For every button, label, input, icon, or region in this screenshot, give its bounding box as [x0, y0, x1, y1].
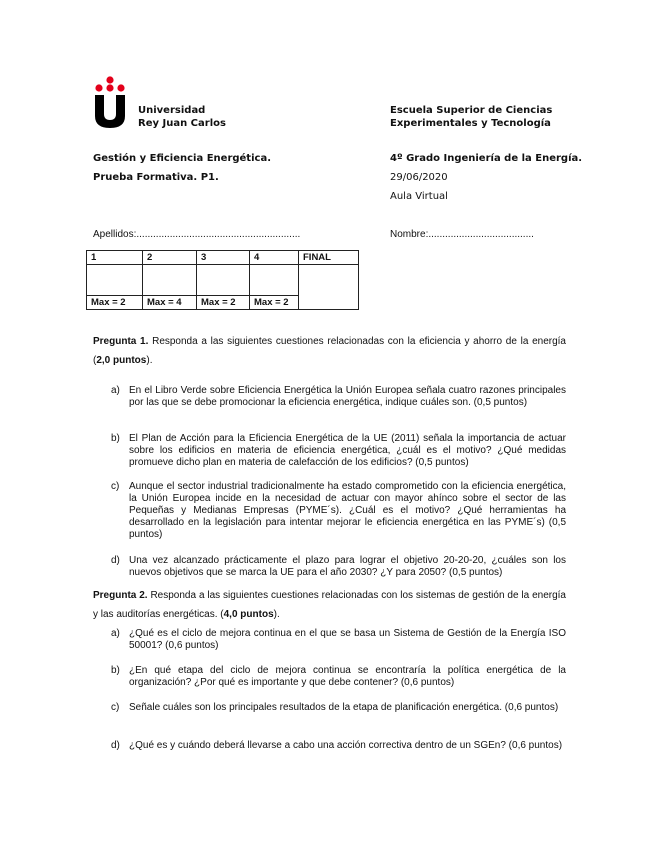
logo-dot-right	[117, 84, 124, 91]
exam-location: Aula Virtual	[390, 191, 448, 202]
grade-header-2: 2	[143, 251, 197, 265]
grade-cell-3	[197, 265, 250, 296]
name-field: Nombre:......................................	[390, 229, 534, 240]
grade-max-3: Max = 2	[197, 296, 250, 310]
question-1-label: Pregunta 1.	[93, 336, 149, 347]
grade-header-final: FINAL	[299, 251, 359, 265]
question-1-item-b: b) El Plan de Acción para la Eficiencia Energética de la UE (2011) señala la importancia de actuar sobre los edificios en materia de eficiencia energética, ¿cuál es el motivo? ¿Qué medidas promueve dicho plan en materia de calefacción de los edificios? (0,5 puntos)	[111, 433, 566, 468]
question-2-item-a: a) ¿Qué es el ciclo de mejora continua en el que se basa un Sistema de Gestión de la Energía ISO 50001? (0,6 puntos)	[111, 628, 566, 651]
grade-max-4: Max = 2	[250, 296, 299, 310]
subject-title: Gestión y Eficiencia Energética.	[93, 153, 271, 164]
question-2-intro: Pregunta 2. Responda a las siguientes cuestiones relacionadas con los sistemas de gestión de la energía y las auditorías energéticas. (4,0 puntos).	[93, 590, 566, 620]
surname-field: Apellidos:...........................................................	[93, 229, 301, 240]
grade-max-1: Max = 2	[87, 296, 143, 310]
grade-cell-2	[143, 265, 197, 296]
question-2-label: Pregunta 2.	[93, 590, 148, 601]
grades-table	[86, 250, 359, 310]
logo-dot-left	[95, 84, 102, 91]
grade-header-3: 3	[197, 251, 250, 265]
grade-max-2: Max = 4	[143, 296, 197, 310]
grade-header-1: 1	[87, 251, 143, 265]
logo-dot-mid	[106, 84, 113, 91]
question-1-item-a: a) En el Libro Verde sobre Eficiencia Energética la Unión Europea señala cuatro razones principales por las que se debe promocionar la eficiencia energética, indique cuáles son. (0,5 puntos)	[111, 385, 566, 408]
grades-header-row	[87, 251, 359, 265]
grades-score-row	[87, 265, 359, 296]
grade-header-4: 4	[250, 251, 299, 265]
exam-date: 29/06/2020	[390, 172, 448, 183]
question-1-item-c: c) Aunque el sector industrial tradicionalmente ha estado comprometido con la eficiencia energética, la Unión Europea incide en la necesidad de actuar con mayor ahínco sobre el sector de las Pequeñas y Medianas Empresas (PYME´s). ¿Cuál es el motivo? ¿Qué herramientas ha desarrollado en la legislación para intentar mejorar le eficiencia energética en las PYME´s) (0,5 puntos)	[111, 481, 566, 540]
question-2-item-b: b) ¿En qué etapa del ciclo de mejora continua se encontraría la política energética de la organización? ¿Por qué es importante y que debe contener? (0,6 puntos)	[111, 665, 566, 688]
question-1-points: 2,0 puntos	[96, 355, 147, 366]
degree-title: 4º Grado Ingeniería de la Energía.	[390, 153, 583, 164]
school-name: Escuela Superior de Ciencias Experimentales y Tecnología	[390, 105, 553, 129]
grade-cell-final	[299, 265, 359, 310]
question-2-item-c: c) Señale cuáles son los principales resultados de la etapa de planificación energética. (0,6 puntos)	[111, 702, 559, 713]
test-title: Prueba Formativa. P1.	[93, 172, 219, 183]
question-1-intro: Pregunta 1. Responda a las siguientes cuestiones relacionadas con la eficiencia y ahorro de la energía (2,0 puntos).	[93, 336, 566, 366]
urjc-logo	[93, 76, 127, 128]
university-name: Universidad Rey Juan Carlos	[138, 105, 226, 129]
grade-cell-4	[250, 265, 299, 296]
question-1-item-d: d) Una vez alcanzado prácticamente el plazo para lograr el objetivo 20-20-20, ¿cuáles son los nuevos objetivos que se marca la UE para el año 2030? ¿Y para 2050? (0,5 puntos)	[111, 555, 566, 578]
logo-dot-top	[106, 76, 113, 83]
question-2-points: 4,0 puntos	[223, 609, 274, 620]
grade-cell-1	[87, 265, 143, 296]
logo-u-shape	[95, 95, 125, 128]
question-2-item-d: d) ¿Qué es y cuándo deberá llevarse a cabo una acción correctiva dentro de un SGEn? (0,6 puntos)	[111, 740, 563, 751]
